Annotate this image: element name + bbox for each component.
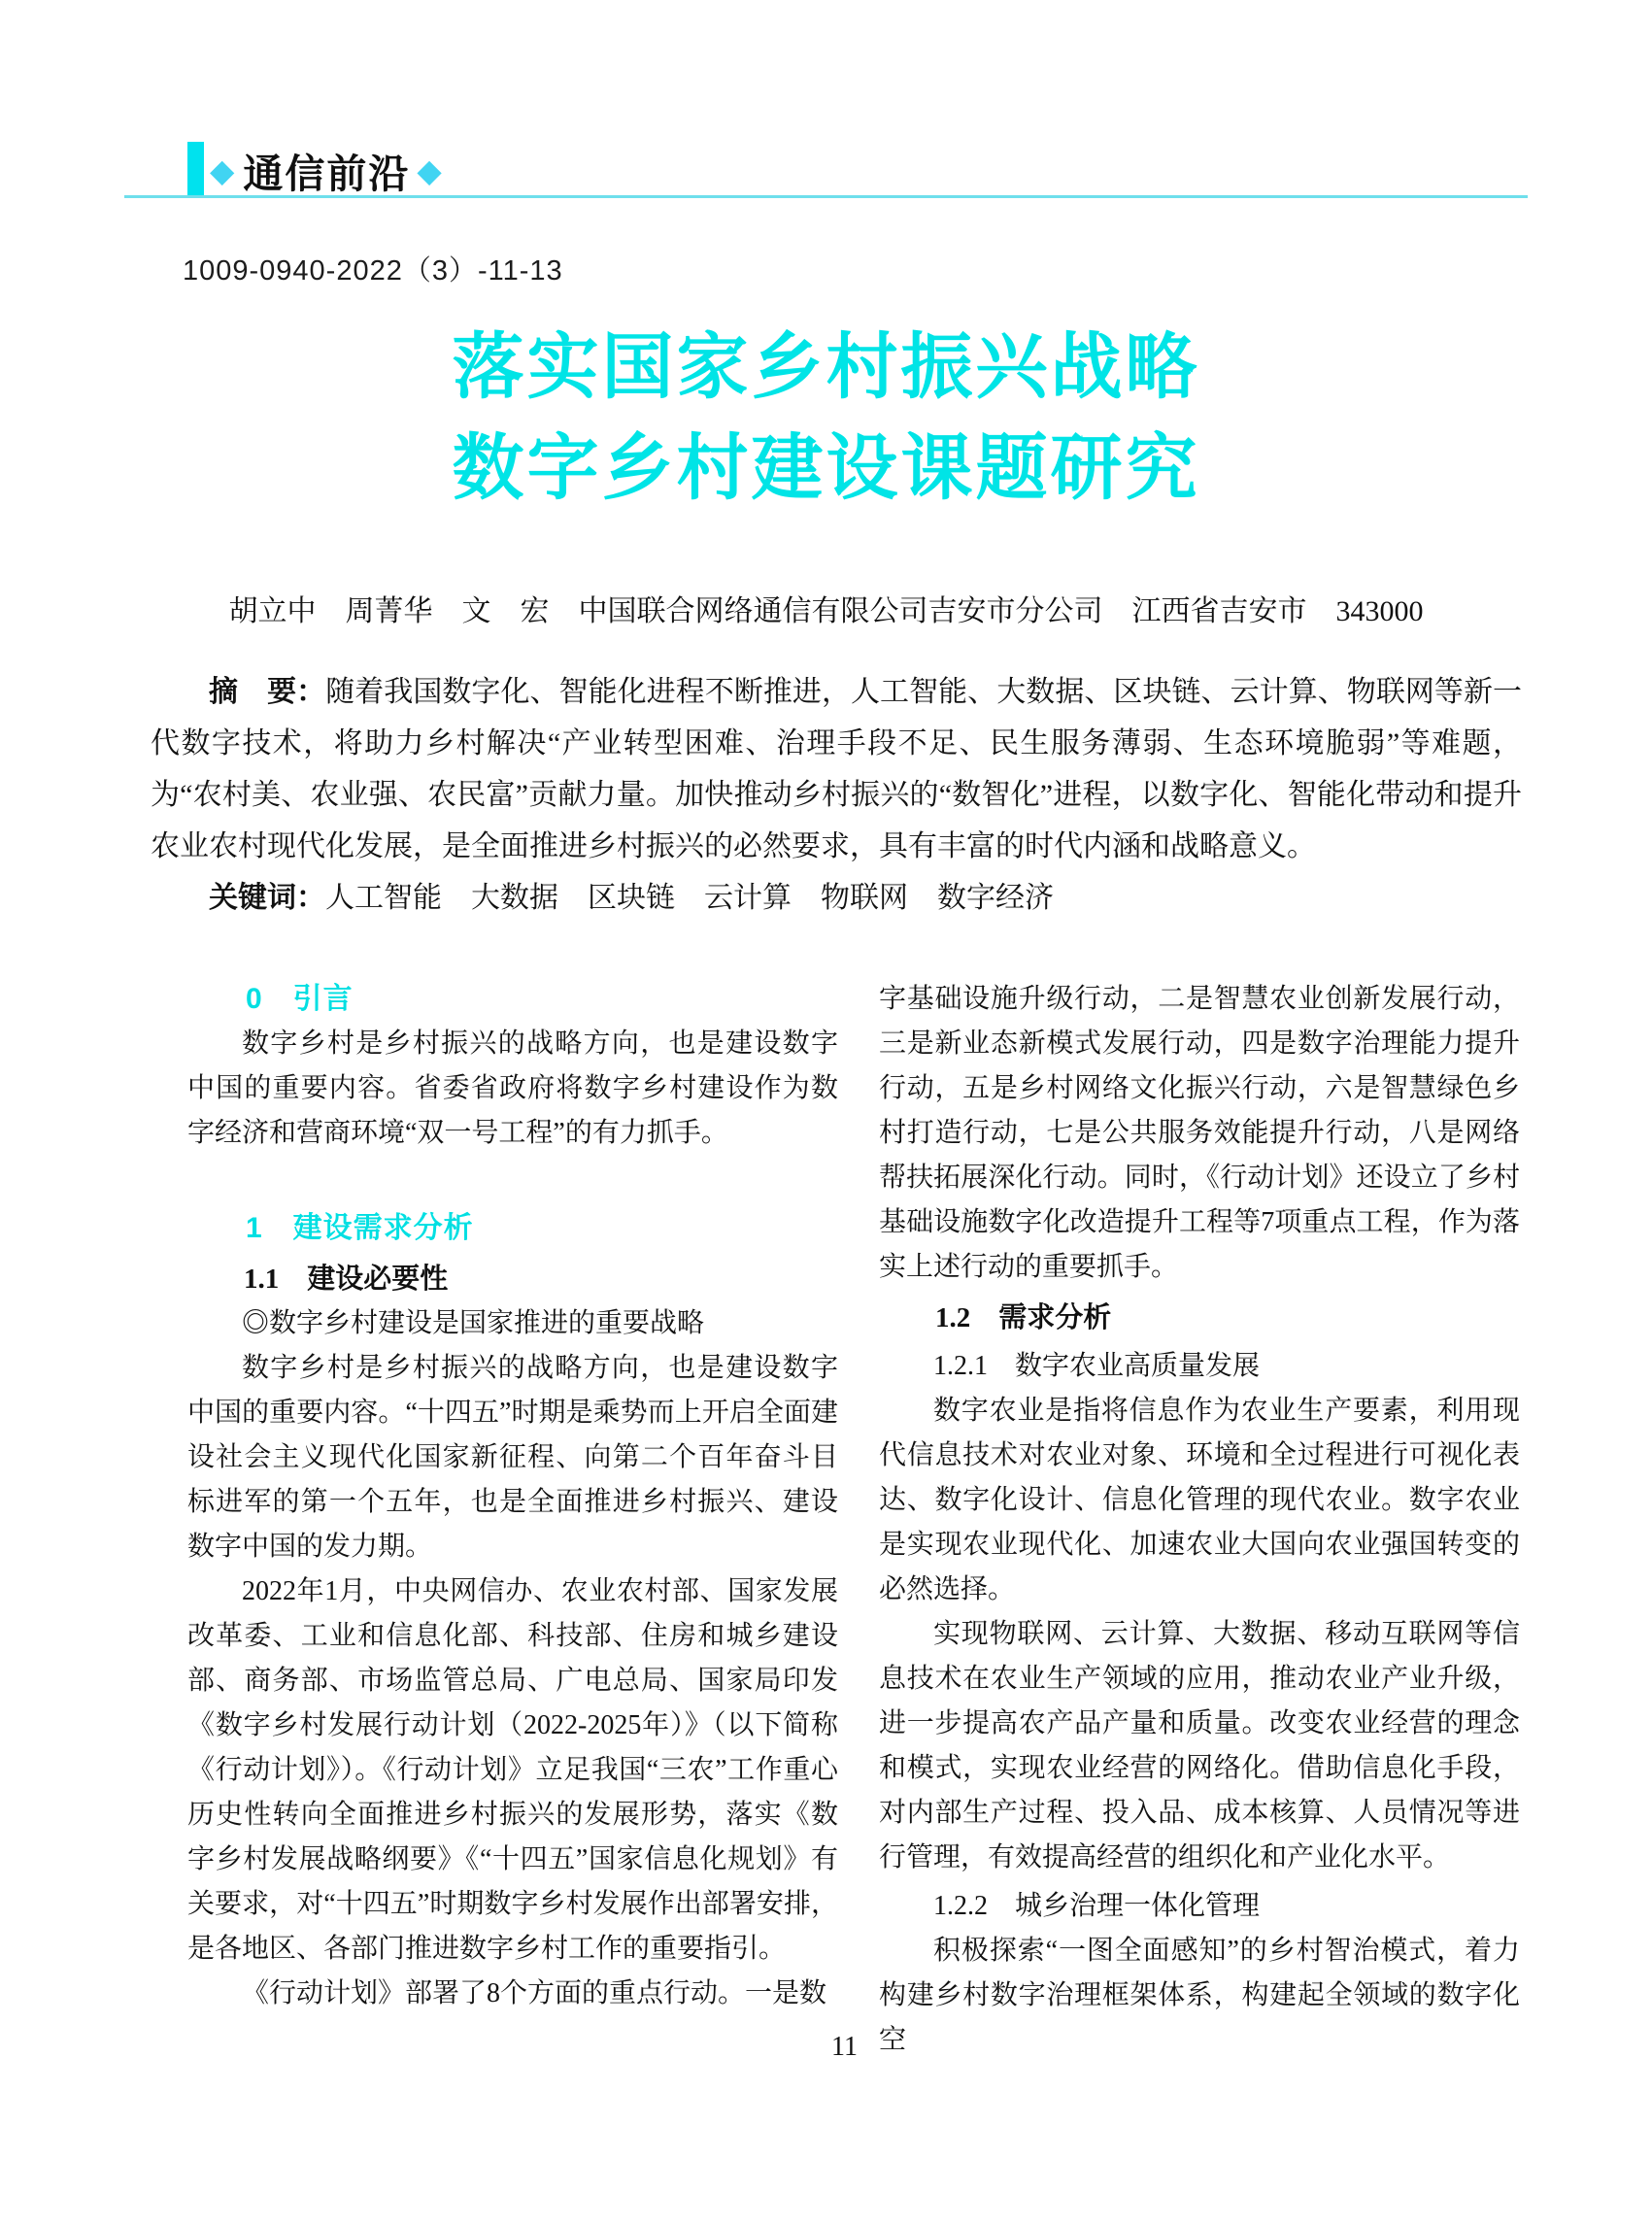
body-paragraph: 实现物联网、云计算、大数据、移动互联网等信息技术在农业生产领域的应用，推动农业产业升级，进一步提高农产品产量和质量。改变农业经营的理念和模式，实现农业经营的网络化。借助信息化手段，对内部生产过程、投入品、成本核算、人员情况等进行管理，有效提高经营的组织化和产业化水平。 [879, 1619, 1520, 1872]
article-number: 1009-0940-2022（3）-11-13 [183, 255, 563, 287]
body-column-right [879, 977, 1520, 2063]
header-rule [124, 195, 1528, 198]
keywords-label: 关键词： [209, 882, 325, 914]
title-line-2: 数字乡村建设课题研究 [452, 427, 1200, 508]
abstract-block [151, 666, 1522, 924]
body-paragraph: 数字乡村是乡村振兴的战略方向，也是建设数字中国的重要内容。“十四五”时期是乘势而上开启全面建设社会主义现代化国家新征程、向第二个百年奋斗目标进军的第一个五年，也是全面推进乡村振兴、建设数字中国的发力期。 [187, 1353, 838, 1562]
abstract-paragraph [151, 666, 1522, 872]
keywords-line [151, 872, 1522, 924]
page-number: 11 [831, 2032, 858, 2062]
subsection-heading-1-2-1: 1.2.1 数字农业高质量发展 [933, 1351, 1261, 1381]
body-paragraph: 积极探索“一图全面感知”的乡村智治模式，着力构建乡村数字治理框架体系，构建起全领域的数字化空 [879, 1936, 1520, 2055]
subsection-heading-1-2: 1.2 需求分析 [935, 1302, 1112, 1333]
body-column-left [187, 977, 838, 2016]
highlight-strategy-line: ◎数字乡村建设是国家推进的重要战略 [242, 1308, 705, 1338]
diamond-icon: ◆ [417, 152, 444, 188]
column-section-label: 通信前沿 [243, 151, 411, 196]
subsection-heading-1-2-2: 1.2.2 城乡治理一体化管理 [933, 1891, 1261, 1921]
body-paragraph: 《行动计划》部署了8个方面的重点行动。一是数 [242, 1978, 827, 2008]
section-heading-0-intro: 0 引言 [246, 983, 354, 1015]
section-heading-1: 1 建设需求分析 [246, 1212, 474, 1244]
abstract-label: 摘 要： [209, 676, 326, 708]
body-paragraph: 2022年1月，中央网信办、农业农村部、国家发展改革委、工业和信息化部、科技部、住房和城乡建设部、商务部、市场监管总局、广电总局、国家局印发《数字乡村发展行动计划（2022-2025年）》（以下简称《行动计划》）。《行动计划》立足我国“三农”工作重心历史性转向全面推进乡村振兴的发展形势，落实《数字乡村发展战略纲要》《“十四五”国家信息化规划》有关要求，对“十四五”时期数字乡村发展作出部署安排，是各地区、各部门推进数字乡村工作的重要指引。 [187, 1576, 838, 1964]
authors-affiliation-line: 胡立中 周菁华 文 宏 中国联合网络通信有限公司吉安市分公司 江西省吉安市 343000 [228, 595, 1424, 627]
title-line-1: 落实国家乡村振兴战略 [452, 326, 1200, 407]
body-paragraph-continuation: 字基础设施升级行动，二是智慧农业创新发展行动，三是新业态新模式发展行动，四是数字治理能力提升行动，五是乡村网络文化振兴行动，六是智慧绿色乡村打造行动，七是公共服务效能提升行动，八是网络帮扶拓展深化行动。同时，《行动计划》还设立了乡村基础设施数字化改造提升工程等7项重点工程，作为落实上述行动的重要抓手。 [879, 984, 1520, 1282]
header-accent-bar [187, 142, 204, 198]
body-paragraph: 数字农业是指将信息作为农业生产要素，利用现代信息技术对农业对象、环境和全过程进行可视化表达、数字化设计、信息化管理的现代农业。数字农业是实现农业现代化、加速农业大国向农业强国转变的必然选择。 [879, 1396, 1520, 1604]
intro-paragraph: 数字乡村是乡村振兴的战略方向，也是建设数字中国的重要内容。省委省政府将数字乡村建设作为数字经济和营商环境“双一号工程”的有力抓手。 [187, 1029, 838, 1148]
keywords-text: 人工智能 大数据 区块链 云计算 物联网 数字经济 [325, 882, 1054, 914]
column-header [210, 142, 444, 198]
subsection-heading-1-1: 1.1 建设必要性 [244, 1264, 449, 1295]
diamond-icon: ◆ [210, 152, 237, 188]
abstract-text: 随着我国数字化、智能化进程不断推进，人工智能、大数据、区块链、云计算、物联网等新一代数字技术，将助力乡村解决“产业转型困难、治理手段不足、民生服务薄弱、生态环境脆弱”等难题，为“农村美、农业强、农民富”贡献力量。加快推动乡村振兴的“数智化”进程，以数字化、智能化带动和提升农业农村现代化发展，是全面推进乡村振兴的必然要求，具有丰富的时代内涵和战略意义。 [151, 676, 1523, 862]
paper-title [0, 317, 1652, 519]
